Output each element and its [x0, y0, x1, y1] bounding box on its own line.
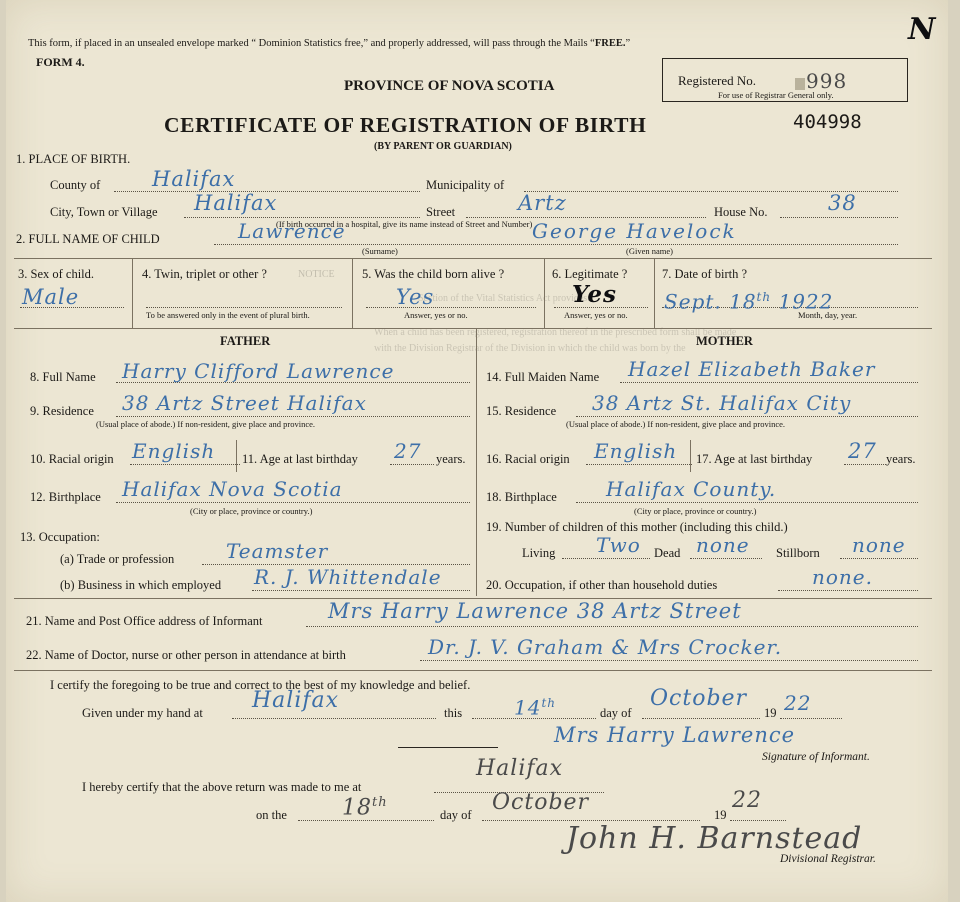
postal-notice-free: FREE.: [594, 38, 626, 49]
mother-heading: MOTHER: [696, 334, 753, 348]
father-racial-label: 10. Racial origin: [30, 452, 114, 466]
dob-value: [664, 286, 833, 313]
notice-line: with the Division Registrar of the Division in which the child was born by the: [374, 343, 686, 354]
doctor-value: Dr. J. V. Graham & Mrs Crocker.: [428, 635, 783, 659]
business-line: [252, 590, 470, 591]
postal-notice-text: This form, if placed in an unsealed envelope marked “ Dominion Statistics free,” and properly addressed, will pass through the Mails “: [28, 38, 595, 49]
cell-divider: [654, 258, 655, 328]
mother-racial-line: [586, 464, 692, 465]
informant-label: 21. Name and Post Office address of Informant: [26, 614, 263, 628]
stillborn-label: Stillborn: [776, 546, 820, 560]
mother-occupation-value: none.: [812, 565, 873, 589]
legitimate-value: Yes: [572, 281, 618, 308]
registrar-day-suffix: th: [372, 795, 388, 810]
row-rule: [14, 258, 932, 259]
surname-caption: (Surname): [362, 246, 398, 256]
stamped-number: 404998: [793, 111, 862, 133]
sex-value: Male: [22, 285, 80, 309]
cell-divider: [690, 440, 691, 472]
cert-year-prefix: 19: [764, 706, 777, 720]
given-name-caption: (Given name): [626, 246, 673, 256]
father-occupation-label: 13. Occupation:: [20, 530, 100, 544]
registrar-day-number: 18: [342, 795, 372, 821]
dob-day: 18: [729, 289, 757, 314]
form-number: FORM 4.: [36, 55, 85, 69]
certificate-title: CERTIFICATE OF REGISTRATION OF BIRTH: [164, 113, 647, 137]
mother-racial-value: English: [594, 439, 678, 463]
registrar-caption: Divisional Registrar.: [780, 853, 876, 865]
alive-line: [366, 307, 536, 308]
father-age-value: 27: [394, 439, 422, 463]
this-label: this: [444, 706, 463, 720]
father-racial-line: [130, 464, 240, 465]
cell-divider: [352, 258, 353, 328]
signature-rule: [398, 747, 498, 748]
child-name-line: [214, 244, 898, 245]
dob-suffix: th: [756, 290, 772, 304]
dob-label: 7. Date of birth ?: [662, 267, 748, 281]
father-age-label: 11. Age at last birthday: [242, 452, 358, 466]
notice-line: Section of the Vital Statistics Act provides:: [418, 293, 590, 304]
registrar-day-value: [342, 792, 388, 819]
father-residence-label: 9. Residence: [30, 404, 94, 418]
cell-divider: [544, 258, 545, 328]
informant-signature: Mrs Harry Lawrence: [554, 723, 796, 747]
notice-heading: NOTICE: [298, 269, 335, 280]
trade-label: (a) Trade or profession: [60, 552, 175, 566]
house-value: 38: [828, 191, 857, 215]
father-birthplace-line: [116, 502, 470, 503]
postal-notice-quote: ”: [625, 38, 631, 49]
father-age-line: [390, 464, 434, 465]
father-heading: FATHER: [220, 334, 271, 348]
dead-line: [690, 558, 762, 559]
mother-racial-label: 16. Racial origin: [486, 452, 570, 466]
father-birthplace-value: Halifax Nova Scotia: [122, 477, 343, 501]
row-rule: [14, 328, 932, 329]
informant-value: Mrs Harry Lawrence 38 Artz Street: [328, 599, 742, 623]
street-value: Artz: [518, 191, 567, 215]
registrar-signature: John H. Barnstead: [566, 821, 863, 856]
mother-age-value: 27: [848, 439, 877, 463]
street-label: Street: [426, 205, 456, 219]
registrar-on-label: on the: [256, 808, 287, 822]
cert-day-number: 14: [514, 695, 542, 720]
street-line: [466, 217, 706, 218]
living-label: Living: [522, 546, 556, 560]
father-years-label: years.: [436, 452, 466, 466]
child-name-label: 2. FULL NAME OF CHILD: [16, 232, 160, 246]
dead-label: Dead: [654, 546, 681, 560]
doctor-line: [420, 660, 918, 661]
county-value: Halifax: [152, 167, 236, 191]
hospital-note: (If birth occurred in a hospital, give its name instead of Street and Number): [276, 219, 533, 229]
registrar-year-value: 22: [732, 788, 762, 813]
alive-value: Yes: [396, 285, 435, 309]
twin-label: 4. Twin, triplet or other ?: [142, 267, 267, 281]
cert-day-suffix: th: [541, 696, 557, 710]
legitimate-label: 6. Legitimate ?: [552, 267, 628, 281]
mother-residence-label: 15. Residence: [486, 404, 557, 418]
child-surname-value: Lawrence: [238, 219, 346, 243]
stillborn-value: none: [852, 533, 906, 557]
city-line: [184, 217, 420, 218]
signature-caption: Signature of Informant.: [762, 751, 870, 763]
dob-note: Month, day, year.: [798, 310, 858, 320]
cert-year-value: 22: [784, 691, 812, 715]
corner-mark: N: [908, 12, 937, 47]
certify-statement: I certify the foregoing to be true and correct to the best of my knowledge and belief.: [50, 678, 471, 692]
dob-year: 1922: [778, 289, 834, 314]
registrar-use-note: For use of Registrar General only.: [718, 90, 834, 100]
stamp-mark: [795, 78, 805, 90]
mother-residence-value: 38 Artz St. Halifax City: [592, 391, 852, 415]
mother-occupation-label: 20. Occupation, if other than household duties: [486, 578, 718, 592]
parents-divider: [476, 328, 477, 596]
father-birthplace-label: 12. Birthplace: [30, 490, 101, 504]
registrar-place-value: Halifax: [476, 756, 564, 781]
doctor-label: 22. Name of Doctor, nurse or other person in attendance at birth: [26, 648, 346, 662]
city-value: Halifax: [194, 191, 278, 215]
mother-residence-line: [576, 416, 918, 417]
father-birthplace-note: (City or place, province or country.): [190, 506, 313, 516]
registrar-year-prefix: 19: [714, 808, 727, 822]
mother-name-label: 14. Full Maiden Name: [486, 370, 600, 384]
cell-divider: [132, 258, 133, 328]
municipality-label: Municipality of: [426, 178, 505, 192]
mother-age-line: [844, 464, 886, 465]
father-racial-value: English: [132, 439, 216, 463]
house-label: House No.: [714, 205, 768, 219]
alive-label: 5. Was the child born alive ?: [362, 267, 505, 281]
cert-month-line: [642, 718, 760, 719]
informant-line: [306, 626, 918, 627]
mother-occupation-line: [778, 590, 918, 591]
sex-label: 3. Sex of child.: [18, 267, 95, 281]
house-line: [780, 217, 898, 218]
mother-birthplace-value: Halifax County.: [606, 477, 777, 501]
father-residence-value: 38 Artz Street Halifax: [122, 391, 367, 415]
child-given-value: George Havelock: [532, 219, 737, 243]
registered-number: 998: [806, 69, 848, 93]
cell-divider: [236, 440, 237, 472]
mother-birthplace-line: [576, 502, 918, 503]
postal-notice: [28, 37, 630, 51]
mother-years-label: years.: [886, 452, 916, 466]
living-line: [562, 558, 650, 559]
mother-name-line: [620, 382, 918, 383]
row-rule: [14, 670, 932, 671]
registrar-day-of-label: day of: [440, 808, 472, 822]
father-residence-line: [116, 416, 470, 417]
business-value: R. J. Whittendale: [254, 565, 442, 589]
living-value: Two: [596, 533, 641, 557]
children-count-label: 19. Number of children of this mother (including this child.): [486, 520, 788, 534]
mother-name-value: Hazel Elizabeth Baker: [628, 357, 876, 381]
cert-day-of-label: day of: [600, 706, 632, 720]
father-name-label: 8. Full Name: [30, 370, 96, 384]
father-name-value: Harry Clifford Lawrence: [122, 359, 395, 383]
alive-note: Answer, yes or no.: [404, 310, 468, 320]
certificate-subtitle: (BY PARENT OR GUARDIAN): [374, 141, 512, 152]
cert-year-line: [780, 718, 842, 719]
twin-line: [146, 307, 342, 308]
notice-line: When a child has been registered, registration thereof in the prescribed form shall be made: [374, 327, 737, 338]
registrar-month-value: October: [492, 790, 590, 815]
given-label: Given under my hand at: [82, 706, 203, 720]
county-label: County of: [50, 178, 101, 192]
mother-age-label: 17. Age at last birthday: [696, 452, 813, 466]
mother-birthplace-label: 18. Birthplace: [486, 490, 557, 504]
registered-label: Registered No.: [678, 73, 756, 88]
dob-month: Sept.: [664, 289, 722, 314]
business-label: (b) Business in which employed: [60, 578, 222, 592]
birth-certificate: [6, 0, 948, 902]
dead-value: none: [696, 533, 750, 557]
stillborn-line: [840, 558, 918, 559]
city-label: City, Town or Village: [50, 205, 158, 219]
cert-day-value: [514, 692, 556, 719]
trade-value: Teamster: [226, 539, 329, 563]
mother-residence-note: (Usual place of abode.) If non-resident, give place and province.: [566, 419, 786, 429]
legitimate-note: Answer, yes or no.: [564, 310, 628, 320]
given-place-value: Halifax: [252, 688, 340, 713]
twin-note: To be answered only in the event of plural birth.: [146, 310, 310, 320]
registrar-statement: I hereby certify that the above return was made to me at: [82, 780, 362, 794]
mother-birthplace-note: (City or place, province or country.): [634, 506, 757, 516]
given-place-line: [232, 718, 436, 719]
father-residence-note: (Usual place of abode.) If non-resident, give place and province.: [96, 419, 316, 429]
cert-month-value: October: [650, 686, 748, 711]
place-of-birth-label: 1. PLACE OF BIRTH.: [16, 152, 131, 166]
province-heading: PROVINCE OF NOVA SCOTIA: [344, 78, 555, 94]
